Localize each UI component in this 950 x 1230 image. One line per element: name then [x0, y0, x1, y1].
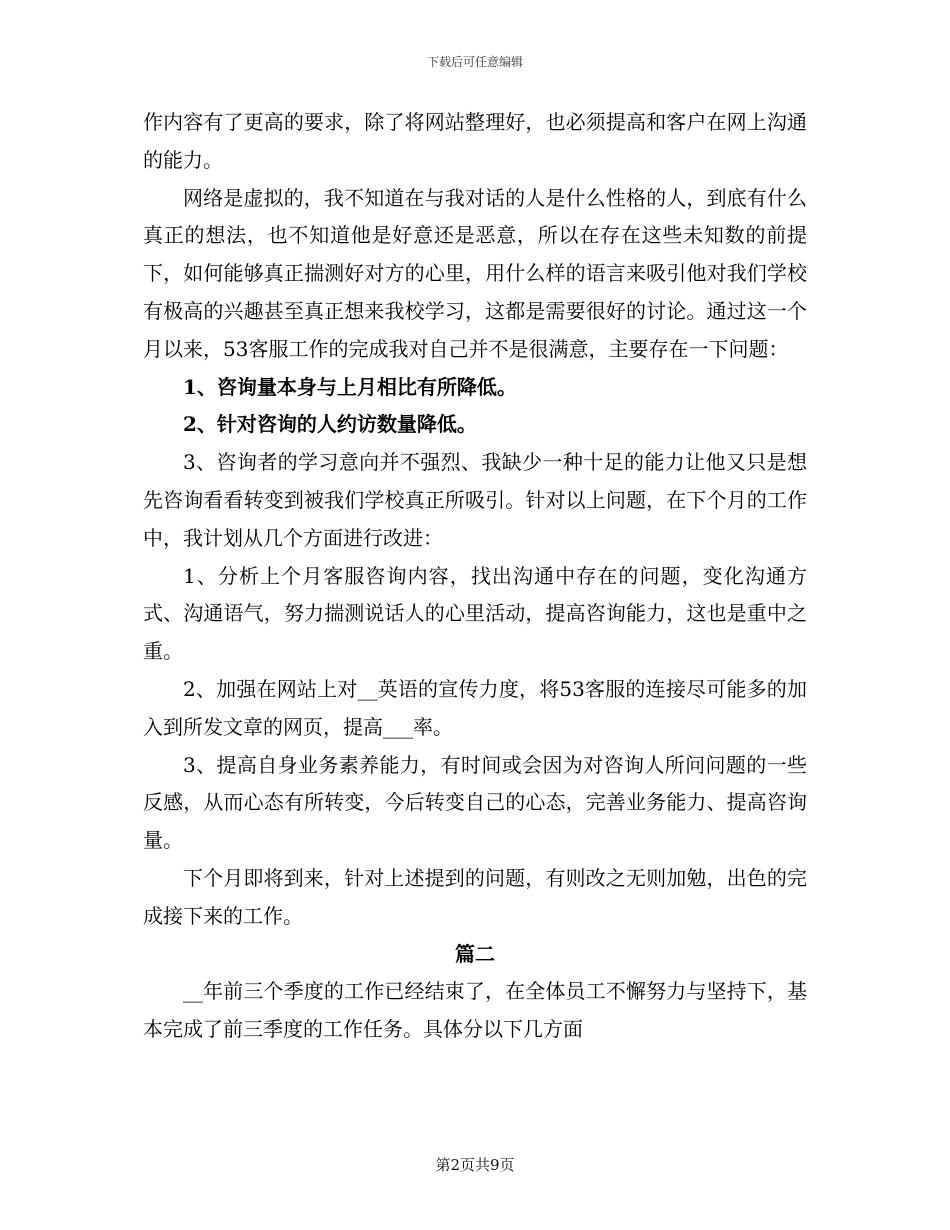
paragraph: 作内容有了更高的要求，除了将网站整理好，也必须提高和客户在网上沟通的能力。: [143, 110, 807, 172]
paragraph: __年前三个季度的工作已经结束了，在全体员工不懈努力与坚持下，基本完成了前三季度的工作任务。具体分以下几方面: [143, 979, 807, 1042]
improvement-item-3: 3、提高自身业务素养能力，有时间或会因为对咨询人所问问题的一些反感，从而心态有所转变，今后转变自己的心态，完善业务能力、提高咨询量。: [143, 752, 807, 853]
document-body: [143, 104, 807, 1049]
problem-item-2: 2、针对咨询的人约访数量降低。: [183, 412, 477, 437]
paragraph: 网络是虚拟的，我不知道在与我对话的人是什么性格的人，到底有什么真正的想法，也不知道他是好意还是恶意，所以在存在这些未知数的前提下，如何能够真正揣测好对方的心里，用什么样的语言来吸引他对我们学校有极高的兴趣甚至真正想来我校学习，这都是需要很好的讨论。通过这一个月以来，53客服工作的完成我对自己并不是很满意，主要存在一下问题：: [143, 185, 807, 361]
problem-item-1: 1、咨询量本身与上月相比有所降低。: [183, 374, 517, 399]
paragraph: 下个月即将到来，针对上述提到的问题，有则改之无则加勉，出色的完成接下来的工作。: [143, 865, 807, 928]
problem-item-3: 3、咨询者的学习意向并不强烈、我缺少一种十足的能力让他又只是想先咨询看看转变到被我们学校真正所吸引。针对以上问题，在下个月的工作中，我计划从几个方面进行改进：: [143, 450, 807, 550]
improvement-item-1: 1、分析上个月客服咨询内容，找出沟通中存在的问题，变化沟通方式、沟通语气，努力揣测说话人的心里活动，提高咨询能力，这也是重中之重。: [143, 563, 807, 664]
section-title: 篇二: [455, 941, 495, 966]
page-header: 下载后可任意编辑: [426, 55, 523, 69]
improvement-item-2: 2、加强在网站上对__英语的宣传力度，将53客服的连接尽可能多的加入到所发文章的网页，提高___率。: [143, 676, 807, 739]
page-number: 第2页共9页: [435, 1156, 515, 1174]
